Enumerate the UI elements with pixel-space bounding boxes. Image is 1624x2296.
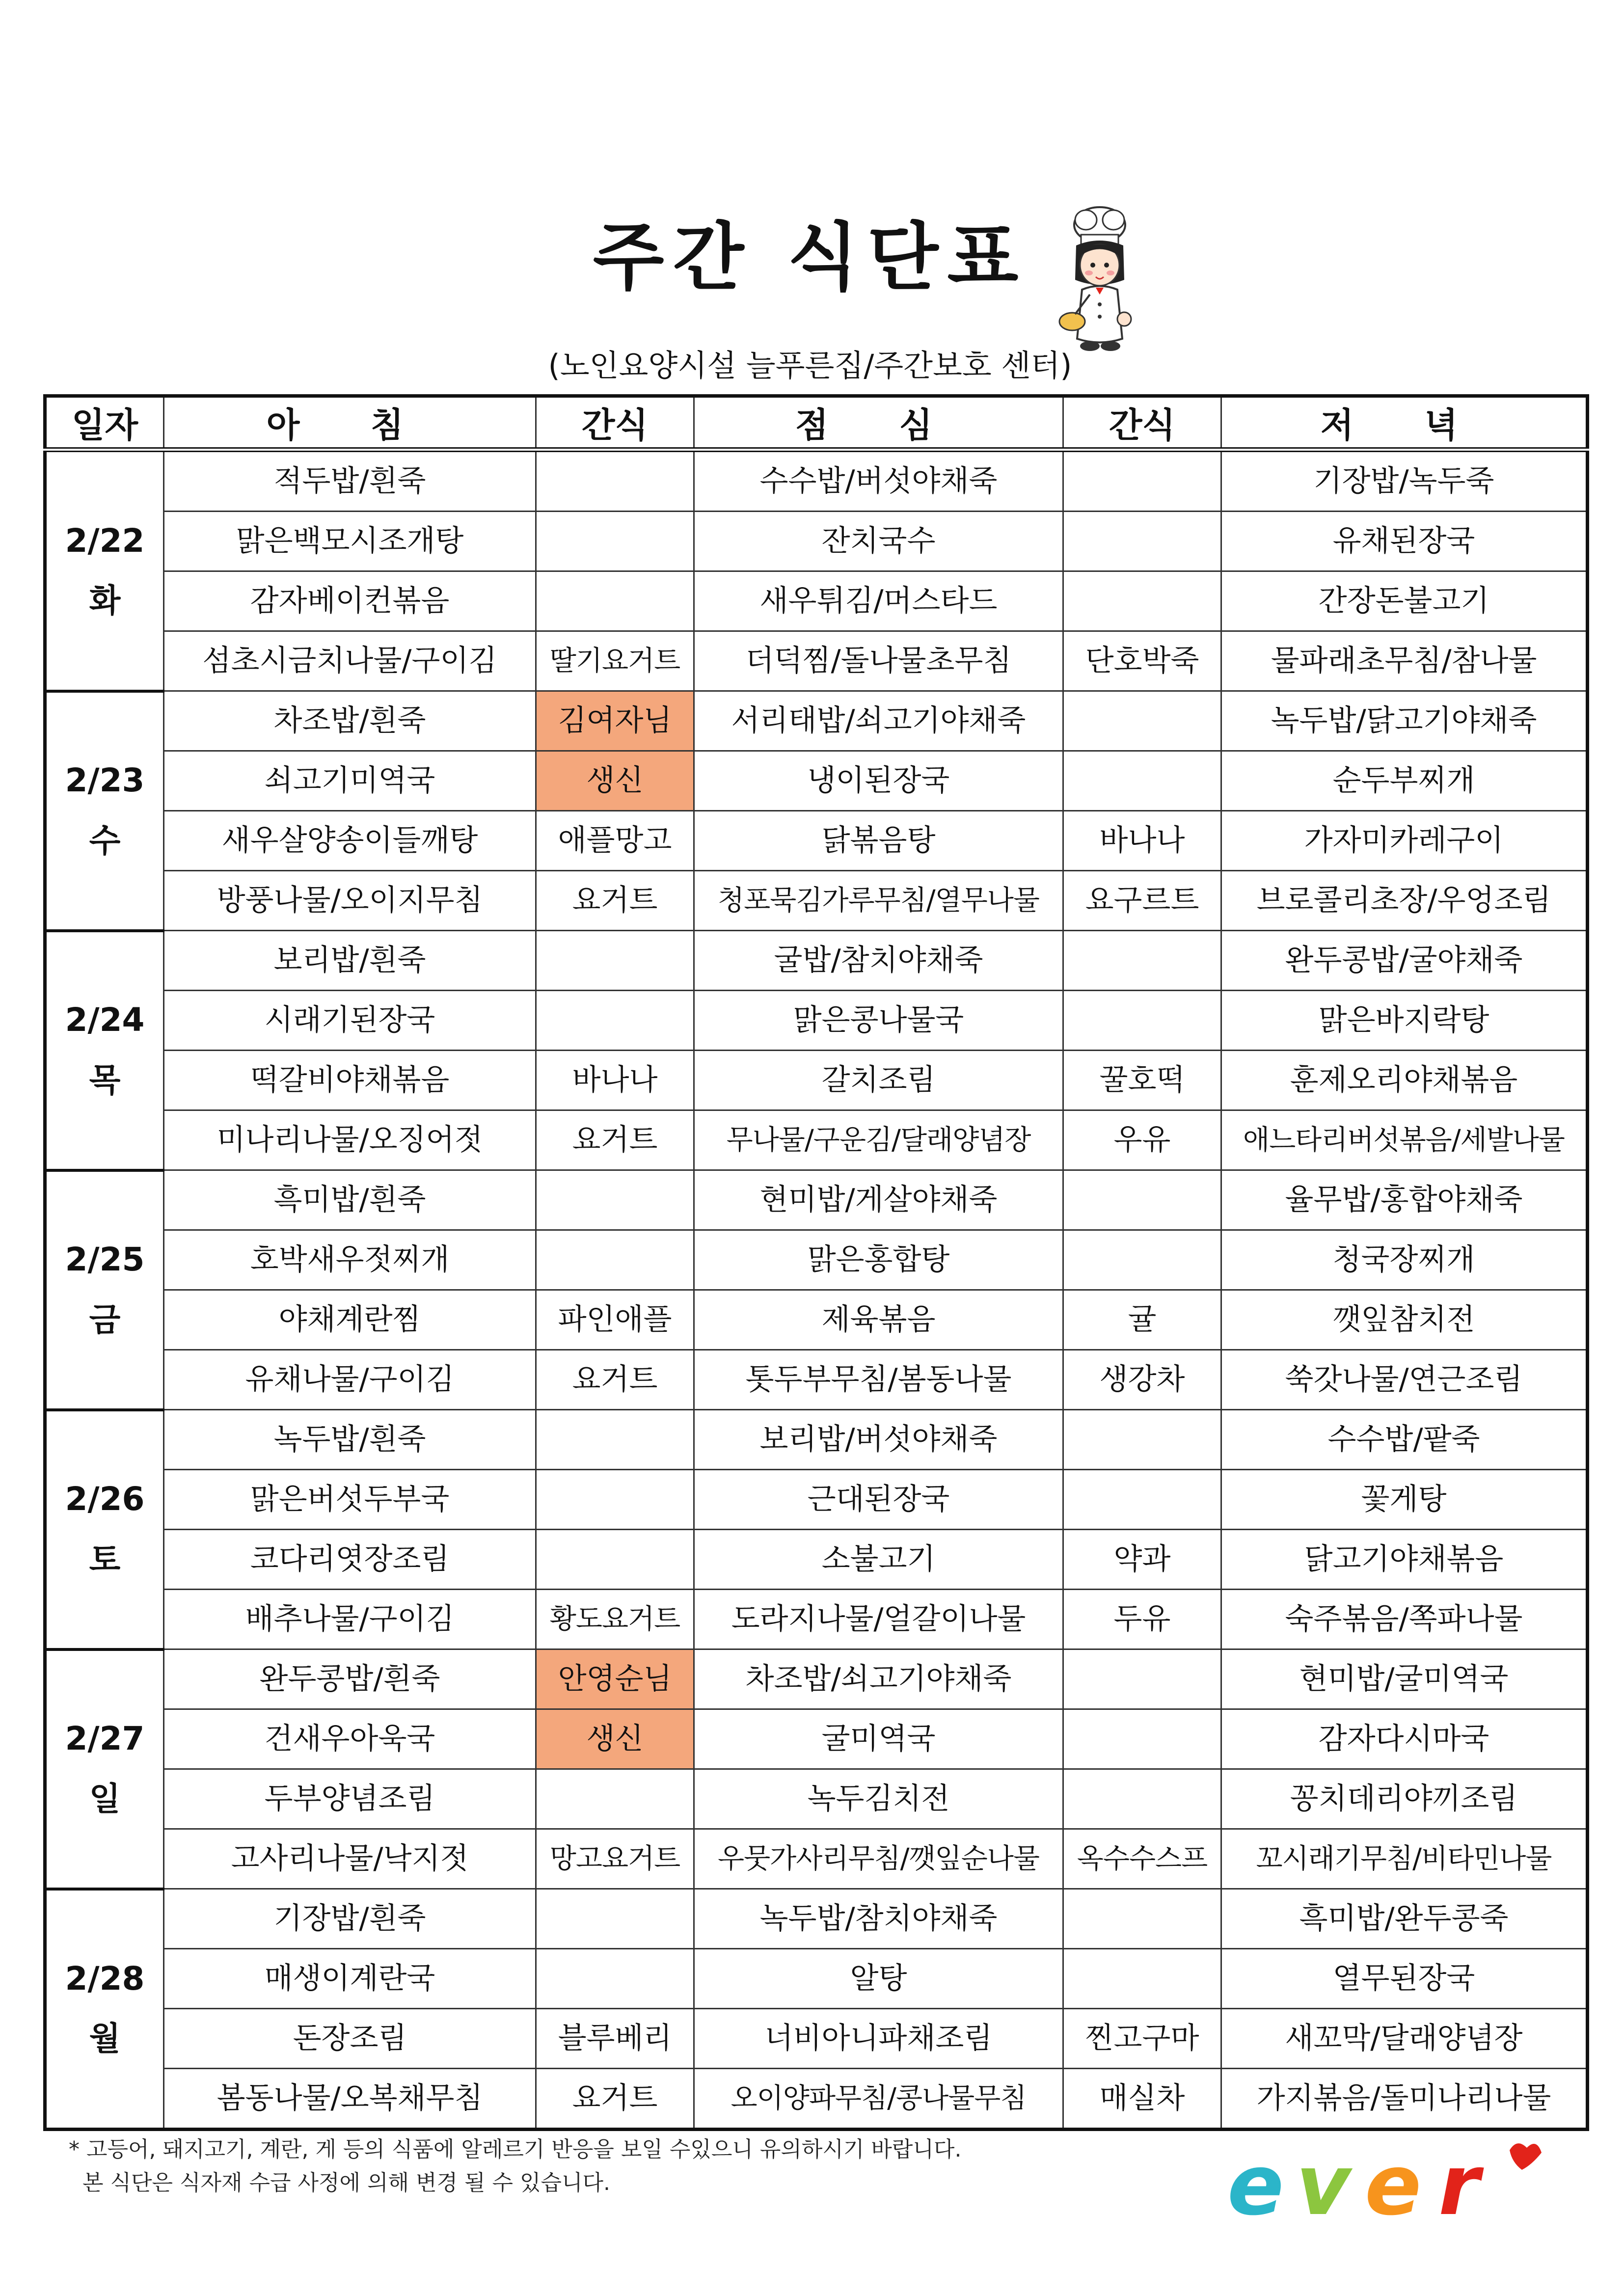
header-breakfast: 아 침	[164, 396, 536, 450]
lunch-item: 우뭇가사리무침/깻잎순나물	[694, 1829, 1063, 1889]
svg-text:r: r	[1438, 2137, 1480, 2234]
snack-2-item	[1063, 1949, 1221, 2009]
snack-2-item: 두유	[1063, 1590, 1221, 1649]
snack-1-item	[536, 1949, 694, 2009]
allergy-note: * 고등어, 돼지고기, 계란, 게 등의 식품에 알레르기 반응을 보일 수있으니 유의하시기 바랍니다.	[69, 2137, 962, 2162]
header-row	[45, 396, 1588, 450]
snack-1-item	[536, 571, 694, 631]
dinner-item: 청국장찌개	[1221, 1230, 1588, 1290]
date-label: 2/27	[65, 1720, 145, 1758]
snack-2-item	[1063, 1769, 1221, 1829]
lunch-item: 굴밥/참치야채죽	[694, 931, 1063, 991]
dinner-item: 브로콜리초장/우엉조림	[1221, 871, 1588, 931]
lunch-item: 갈치조림	[694, 1051, 1063, 1110]
lunch-item: 닭볶음탕	[694, 811, 1063, 871]
breakfast-item: 봄동나물/오복채무침	[164, 2069, 536, 2130]
menu-row	[45, 1470, 1588, 1530]
date-label: 2/28	[65, 1960, 145, 1998]
svg-text:v: v	[1296, 2137, 1351, 2234]
breakfast-item: 차조밥/흰죽	[164, 691, 536, 751]
breakfast-item: 매생이계란국	[164, 1949, 536, 2009]
menu-row	[45, 1769, 1588, 1829]
breakfast-item: 감자베이컨볶음	[164, 571, 536, 631]
lunch-item: 굴미역국	[694, 1709, 1063, 1769]
dinner-item: 숙주볶음/쪽파나물	[1221, 1590, 1588, 1649]
snack-1-item	[536, 1470, 694, 1530]
svg-text:e: e	[1365, 2137, 1422, 2234]
snack-1-item: 블루베리	[536, 2009, 694, 2069]
menu-row	[45, 1110, 1588, 1170]
snack-1-item: 요거트	[536, 871, 694, 931]
dinner-item: 맑은바지락탕	[1221, 991, 1588, 1051]
dinner-item: 가자미카레구이	[1221, 811, 1588, 871]
lunch-item: 오이양파무침/콩나물무침	[694, 2069, 1063, 2130]
day-cell	[45, 691, 164, 931]
snack-1-item	[536, 1170, 694, 1230]
snack-2-item: 매실차	[1063, 2069, 1221, 2130]
breakfast-item: 섬초시금치나물/구이김	[164, 631, 536, 691]
menu-row	[45, 1889, 1588, 1949]
menu-row	[45, 691, 1588, 751]
breakfast-item: 고사리나물/낙지젓	[164, 1829, 536, 1889]
day-cell	[45, 1649, 164, 1889]
snack-1-item	[536, 1889, 694, 1949]
lunch-item: 제육볶음	[694, 1290, 1063, 1350]
menu-row	[45, 1410, 1588, 1470]
menu-body	[45, 450, 1588, 2130]
snack-2-item: 우유	[1063, 1110, 1221, 1170]
snack-1-item: 생신	[536, 1709, 694, 1769]
dinner-item: 흑미밥/완두콩죽	[1221, 1889, 1588, 1949]
snack-2-item	[1063, 512, 1221, 571]
breakfast-item: 호박새우젓찌개	[164, 1230, 536, 1290]
lunch-item: 더덕찜/돌나물초무침	[694, 631, 1063, 691]
lunch-item: 맑은홍합탕	[694, 1230, 1063, 1290]
menu-row	[45, 871, 1588, 931]
snack-1-item	[536, 450, 694, 512]
breakfast-item: 돈장조림	[164, 2009, 536, 2069]
menu-row	[45, 991, 1588, 1051]
footnotes	[69, 2133, 1198, 2207]
snack-1-item: 애플망고	[536, 811, 694, 871]
date-label: 2/25	[65, 1241, 145, 1279]
breakfast-item: 기장밥/흰죽	[164, 1889, 536, 1949]
dinner-item: 녹두밥/닭고기야채죽	[1221, 691, 1588, 751]
snack-2-item	[1063, 751, 1221, 811]
lunch-item: 알탕	[694, 1949, 1063, 2009]
change-note: 본 식단은 식자재 수급 사정에 의해 변경 될 수 있습니다.	[82, 2170, 610, 2195]
dinner-item: 꽁치데리야끼조림	[1221, 1769, 1588, 1829]
date-label: 2/22	[65, 521, 145, 560]
snack-1-item: 바나나	[536, 1051, 694, 1110]
dinner-item: 기장밥/녹두죽	[1221, 450, 1588, 512]
snack-2-item: 요구르트	[1063, 871, 1221, 931]
menu-row	[45, 1590, 1588, 1649]
dinner-item: 쑥갓나물/연근조림	[1221, 1350, 1588, 1410]
dinner-item: 감자다시마국	[1221, 1709, 1588, 1769]
header-dinner: 저 녁	[1221, 396, 1588, 450]
menu-row	[45, 751, 1588, 811]
lunch-item: 소불고기	[694, 1530, 1063, 1590]
ever-logo	[1222, 2135, 1551, 2234]
dinner-item: 물파래초무침/참나물	[1221, 631, 1588, 691]
menu-row	[45, 1170, 1588, 1230]
weekday-label: 금	[89, 1300, 121, 1339]
menu-row	[45, 2069, 1588, 2130]
snack-2-item	[1063, 991, 1221, 1051]
dinner-item: 간장돈불고기	[1221, 571, 1588, 631]
menu-row	[45, 2009, 1588, 2069]
menu-row	[45, 1949, 1588, 2009]
dinner-item: 열무된장국	[1221, 1949, 1588, 2009]
menu-row	[45, 571, 1588, 631]
dinner-item: 깻잎참치전	[1221, 1290, 1588, 1350]
menu-row	[45, 1290, 1588, 1350]
svg-text:e: e	[1227, 2137, 1284, 2234]
lunch-item: 너비아니파채조림	[694, 2009, 1063, 2069]
breakfast-item: 건새우아욱국	[164, 1709, 536, 1769]
snack-2-item	[1063, 1410, 1221, 1470]
menu-row	[45, 450, 1588, 512]
snack-1-item: 딸기요거트	[536, 631, 694, 691]
snack-1-item	[536, 931, 694, 991]
header-snack-1: 간식	[536, 396, 694, 450]
menu-row	[45, 1649, 1588, 1709]
lunch-item: 서리태밥/쇠고기야채죽	[694, 691, 1063, 751]
chef-girl-icon	[1051, 196, 1149, 358]
dinner-item: 새꼬막/달래양념장	[1221, 2009, 1588, 2069]
breakfast-item: 새우살양송이들깨탕	[164, 811, 536, 871]
breakfast-item: 방풍나물/오이지무침	[164, 871, 536, 931]
breakfast-item: 떡갈비야채볶음	[164, 1051, 536, 1110]
menu-table	[43, 394, 1589, 2131]
lunch-item: 맑은콩나물국	[694, 991, 1063, 1051]
breakfast-item: 녹두밥/흰죽	[164, 1410, 536, 1470]
snack-1-item: 황도요거트	[536, 1590, 694, 1649]
breakfast-item: 미나리나물/오징어젓	[164, 1110, 536, 1170]
snack-1-item: 요거트	[536, 1350, 694, 1410]
dinner-item: 수수밥/팥죽	[1221, 1410, 1588, 1470]
breakfast-item: 흑미밥/흰죽	[164, 1170, 536, 1230]
dinner-item: 애느타리버섯볶음/세발나물	[1221, 1110, 1588, 1170]
date-label: 2/24	[65, 1001, 145, 1039]
snack-1-item	[536, 1530, 694, 1590]
menu-row	[45, 1230, 1588, 1290]
subtitle: (노인요양시설 늘푸른집/주간보호 센터)	[548, 348, 1072, 383]
menu-row	[45, 1709, 1588, 1769]
breakfast-item: 쇠고기미역국	[164, 751, 536, 811]
day-cell	[45, 1170, 164, 1410]
snack-2-item	[1063, 450, 1221, 512]
snack-1-item: 생신	[536, 751, 694, 811]
breakfast-item: 완두콩밥/흰죽	[164, 1649, 536, 1709]
day-cell	[45, 931, 164, 1170]
snack-2-item	[1063, 1170, 1221, 1230]
snack-2-item	[1063, 1230, 1221, 1290]
snack-1-item: 요거트	[536, 1110, 694, 1170]
snack-2-item: 약과	[1063, 1530, 1221, 1590]
lunch-item: 도라지나물/얼갈이나물	[694, 1590, 1063, 1649]
snack-1-item: 요거트	[536, 2069, 694, 2130]
breakfast-item: 적두밥/흰죽	[164, 450, 536, 512]
page-title: 주간 식단표	[593, 215, 1028, 300]
day-cell	[45, 450, 164, 691]
menu-row	[45, 512, 1588, 571]
dinner-item: 꼬시래기무침/비타민나물	[1221, 1829, 1588, 1889]
breakfast-item: 야채계란찜	[164, 1290, 536, 1350]
dinner-item: 유채된장국	[1221, 512, 1588, 571]
menu-row	[45, 811, 1588, 871]
lunch-item: 수수밥/버섯야채죽	[694, 450, 1063, 512]
lunch-item: 무나물/구운김/달래양념장	[694, 1110, 1063, 1170]
breakfast-item: 보리밥/흰죽	[164, 931, 536, 991]
snack-2-item	[1063, 931, 1221, 991]
lunch-item: 청포묵김가루무침/열무나물	[694, 871, 1063, 931]
snack-2-item: 꿀호떡	[1063, 1051, 1221, 1110]
breakfast-item: 코다리엿장조림	[164, 1530, 536, 1590]
snack-1-item	[536, 512, 694, 571]
snack-1-item: 안영순님	[536, 1649, 694, 1709]
snack-1-item	[536, 1410, 694, 1470]
header-date: 일자	[45, 396, 164, 450]
lunch-item: 톳두부무침/봄동나물	[694, 1350, 1063, 1410]
lunch-item: 새우튀김/머스타드	[694, 571, 1063, 631]
header-snack-2: 간식	[1063, 396, 1221, 450]
weekday-label: 일	[89, 1780, 121, 1818]
breakfast-item: 두부양념조림	[164, 1769, 536, 1829]
snack-2-item: 귤	[1063, 1290, 1221, 1350]
snack-2-item: 단호박죽	[1063, 631, 1221, 691]
lunch-item: 보리밥/버섯야채죽	[694, 1410, 1063, 1470]
date-label: 2/23	[65, 761, 145, 800]
day-cell	[45, 1889, 164, 2130]
breakfast-item: 배추나물/구이김	[164, 1590, 536, 1649]
dinner-item: 꽃게탕	[1221, 1470, 1588, 1530]
snack-1-item: 망고요거트	[536, 1829, 694, 1889]
dinner-item: 현미밥/굴미역국	[1221, 1649, 1588, 1709]
weekday-label: 수	[89, 821, 121, 860]
snack-1-item	[536, 1230, 694, 1290]
snack-1-item	[536, 991, 694, 1051]
snack-2-item	[1063, 691, 1221, 751]
menu-row	[45, 931, 1588, 991]
breakfast-item: 유채나물/구이김	[164, 1350, 536, 1410]
menu-row	[45, 1530, 1588, 1590]
breakfast-item: 맑은버섯두부국	[164, 1470, 536, 1530]
snack-2-item: 찐고구마	[1063, 2009, 1221, 2069]
day-cell	[45, 1410, 164, 1649]
weekday-label: 목	[89, 1061, 121, 1099]
lunch-item: 녹두밥/참치야채죽	[694, 1889, 1063, 1949]
lunch-item: 현미밥/게살야채죽	[694, 1170, 1063, 1230]
snack-2-item	[1063, 1470, 1221, 1530]
menu-row	[45, 1051, 1588, 1110]
snack-1-item	[536, 1769, 694, 1829]
header-lunch: 점 심	[694, 396, 1063, 450]
breakfast-item: 맑은백모시조개탕	[164, 512, 536, 571]
snack-2-item	[1063, 571, 1221, 631]
snack-1-item: 김여자님	[536, 691, 694, 751]
dinner-item: 훈제오리야채볶음	[1221, 1051, 1588, 1110]
lunch-item: 녹두김치전	[694, 1769, 1063, 1829]
dinner-item: 완두콩밥/굴야채죽	[1221, 931, 1588, 991]
dinner-item: 가지볶음/돌미나리나물	[1221, 2069, 1588, 2130]
lunch-item: 근대된장국	[694, 1470, 1063, 1530]
weekday-label: 월	[89, 2020, 121, 2058]
snack-2-item	[1063, 1889, 1221, 1949]
snack-2-item	[1063, 1649, 1221, 1709]
snack-2-item: 생강차	[1063, 1350, 1221, 1410]
snack-2-item	[1063, 1709, 1221, 1769]
weekday-label: 화	[89, 581, 121, 620]
menu-row	[45, 1829, 1588, 1889]
lunch-item: 차조밥/쇠고기야채죽	[694, 1649, 1063, 1709]
dinner-item: 율무밥/홍합야채죽	[1221, 1170, 1588, 1230]
menu-row	[45, 631, 1588, 691]
menu-row	[45, 1350, 1588, 1410]
snack-1-item: 파인애플	[536, 1290, 694, 1350]
lunch-item: 잔치국수	[694, 512, 1063, 571]
dinner-item: 닭고기야채볶음	[1221, 1530, 1588, 1590]
snack-2-item: 옥수수스프	[1063, 1829, 1221, 1889]
snack-2-item: 바나나	[1063, 811, 1221, 871]
dinner-item: 순두부찌개	[1221, 751, 1588, 811]
weekday-label: 토	[89, 1540, 121, 1578]
breakfast-item: 시래기된장국	[164, 991, 536, 1051]
date-label: 2/26	[65, 1480, 145, 1518]
lunch-item: 냉이된장국	[694, 751, 1063, 811]
